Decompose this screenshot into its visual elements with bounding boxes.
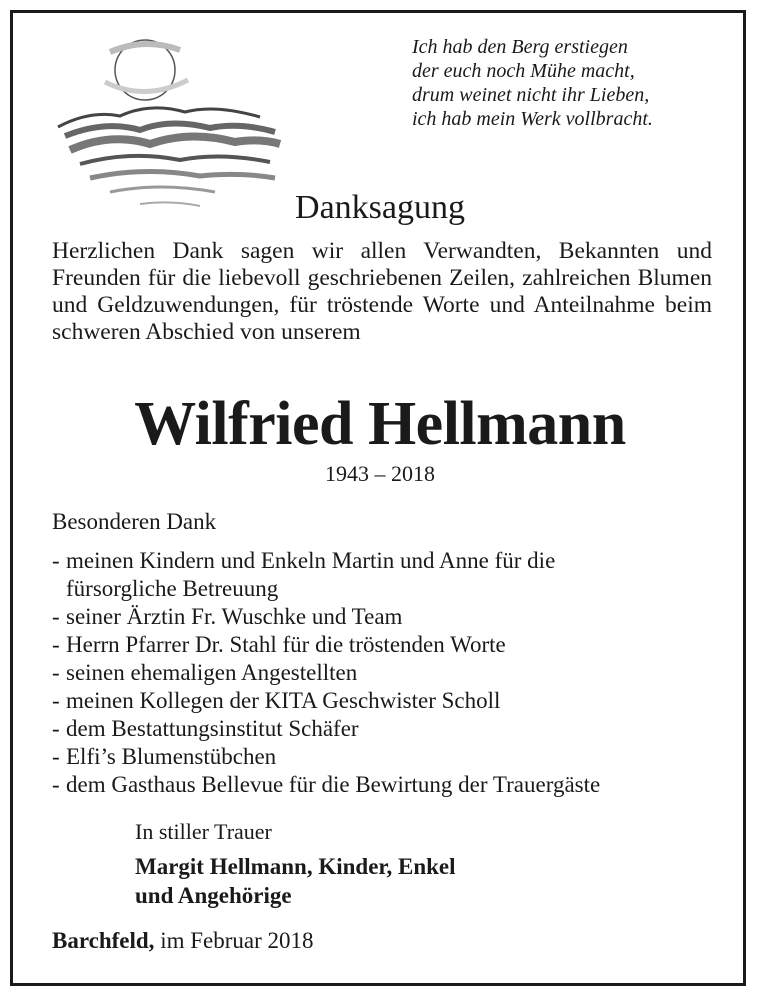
list-item: - Herrn Pfarrer Dr. Stahl für die tröstenden Worte [52, 632, 506, 657]
intro-line: zahlreichen Blumen und Geldzuwendungen, für tröstende [52, 265, 712, 318]
life-years: 1943 – 2018 [325, 461, 435, 486]
intro-line: Herzlichen Dank sagen wir allen Verwandten, Bekannten [52, 238, 660, 264]
dash-bullet: - [52, 688, 60, 713]
poem-line: der euch noch Mühe macht, [412, 60, 635, 82]
dash-bullet: - [52, 744, 60, 769]
poem-verse [412, 35, 732, 131]
special-thanks-list [52, 547, 732, 799]
dash-bullet: - [52, 548, 60, 573]
poem-line: ich hab mein Werk vollbracht. [412, 108, 653, 130]
special-thanks-heading: Besonderen Dank [52, 509, 217, 534]
dash-bullet: - [52, 604, 60, 629]
list-item: - seiner Ärztin Fr. Wuschke und Team [52, 604, 403, 629]
list-item: fürsorgliche Betreuung [66, 576, 279, 601]
list-item: - meinen Kindern und Enkeln Martin und Anne für die [52, 548, 556, 573]
intro-line: Worte und Anteilnahme beim schweren Abschied von [52, 292, 713, 345]
dash-bullet: - [52, 660, 60, 685]
list-item: - Elfi’s Blumenstübchen [52, 744, 277, 769]
place-and-date [52, 926, 314, 956]
list-item: - seinen ehemaligen Angestellten [52, 660, 358, 685]
list-item: - dem Gasthaus Bellevue für die Bewirtung der Trauergäste [52, 772, 601, 797]
poem-line: Ich hab den Berg erstiegen [412, 36, 628, 58]
dash-bullet: - [52, 632, 60, 657]
deceased-name: Wilfried Hellmann [134, 390, 626, 458]
dash-bullet: - [52, 772, 60, 797]
list-item: - meinen Kollegen der KITA Geschwister Scholl [52, 688, 501, 713]
mourners-names [135, 852, 456, 910]
mourners-line: und Angehörige [135, 883, 292, 908]
dash-bullet: - [52, 716, 60, 741]
mourners-line: Margit Hellmann, Kinder, Enkel [135, 854, 456, 879]
poem-line: drum weinet nicht ihr Lieben, [412, 84, 650, 106]
intro-paragraph [52, 238, 712, 346]
intro-line: und Freunden für die liebevoll geschriebenen Zeilen, [52, 238, 712, 291]
date-text: im Februar 2018 [160, 928, 314, 953]
notice-heading: Danksagung [295, 189, 465, 226]
mourning-label: In stiller Trauer [135, 819, 272, 844]
intro-line: unserem [281, 319, 361, 345]
sun-icon [105, 40, 188, 100]
list-item: - dem Bestattungsinstitut Schäfer [52, 716, 359, 741]
place-name: Barchfeld, [52, 928, 155, 953]
